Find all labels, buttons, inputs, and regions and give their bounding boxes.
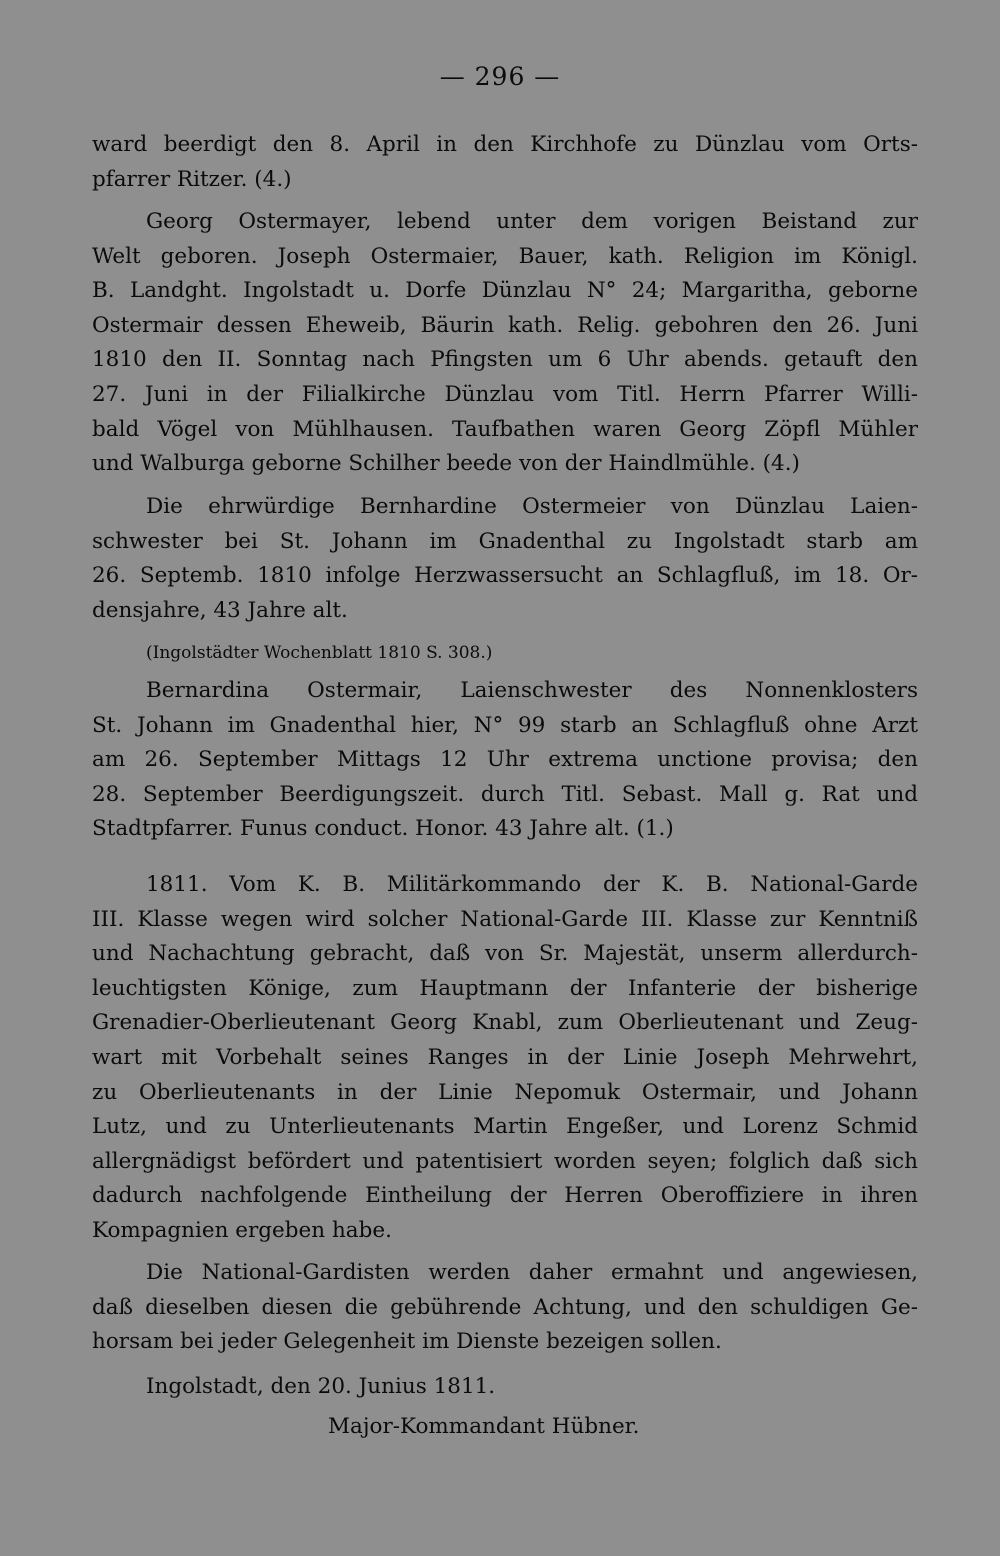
page-number: — 296 — xyxy=(439,62,561,91)
text-line: und Walburga geborne Schilher beede von der Haindlmühle. (4.) xyxy=(92,451,800,477)
text-line: Stadtpfarrer. Funus conduct. Honor. 43 Jahre alt. (1.) xyxy=(92,816,674,842)
text-line: 26. Septemb. 1810 infolge Herzwassersucht an Schlagfluß, im 18. Or- xyxy=(92,563,918,589)
text-line: 27. Juni in der Filialkirche Dünzlau vom Titl. Herrn Pfarrer Willi- xyxy=(92,381,918,407)
text-line: Ostermair dessen Eheweib, Bäurin kath. Relig. gebohren den 26. Juni xyxy=(92,312,918,338)
text-line: Lutz, und zu Unterlieutenants Martin Engeßer, und Lorenz Schmid xyxy=(92,1114,918,1140)
text-line: leuchtigsten Könige, zum Hauptmann der Infanterie der bisherige xyxy=(92,975,918,1001)
text-line: 28. September Beerdigungszeit. durch Titl. Sebast. Mall g. Rat und xyxy=(92,781,918,807)
text-line: ward beerdigt den 8. April in den Kirchhofe zu Dünzlau vom Orts- xyxy=(92,132,918,157)
text-line: 1810 den II. Sonntag nach Pfingsten um 6 Uhr abends. getauft den xyxy=(92,347,918,373)
text-line: Welt geboren. Joseph Ostermaier, Bauer, kath. Religion im Königl. xyxy=(92,243,918,269)
paragraph-bernhardine-ostermeier xyxy=(92,490,918,628)
text-line: Kompagnien ergeben habe. xyxy=(92,1217,392,1243)
paragraph-georg-ostermayer xyxy=(92,205,918,482)
text-line: Major-Kommandant Hübner. xyxy=(328,1414,640,1439)
text-line: Bernardina Ostermair, Laienschwester des Nonnenklosters xyxy=(146,678,918,703)
text-line: Ingolstadt, den 20. Junius 1811. xyxy=(146,1374,496,1399)
text-line: daß dieselben diesen die gebührende Achtung, und den schuldigen Ge- xyxy=(92,1294,918,1320)
text-line: pfarrer Ritzer. (4.) xyxy=(92,166,292,192)
text-line: Die ehrwürdige Bernhardine Ostermeier von Dünzlau Laien- xyxy=(146,494,918,519)
paragraph-bernardina-ostermair xyxy=(92,674,918,847)
text-line: St. Johann im Gnadenthal hier, N° 99 starb an Schlagfluß ohne Arzt xyxy=(92,712,918,738)
text-line: wart mit Vorbehalt seines Ranges in der Linie Joseph Mehrwehrt, xyxy=(92,1044,918,1070)
text-line: Grenadier-Oberlieutenant Georg Knabl, zum Oberlieutenant und Zeug- xyxy=(92,1010,918,1036)
text-line: Die National-Gardisten werden daher ermahnt und angewiesen, xyxy=(146,1260,918,1285)
date-line xyxy=(92,1370,918,1405)
text-line: 1811. Vom K. B. Militärkommando der K. B. National-Garde xyxy=(146,872,918,897)
source-note xyxy=(92,636,918,671)
text-line: bald Vögel von Mühlhausen. Taufbathen waren Georg Zöpfl Mühler xyxy=(92,416,918,442)
text-line: schwester bei St. Johann im Gnadenthal zu Ingolstadt starb am xyxy=(92,528,918,554)
text-line: zu Oberlieutenants in der Linie Nepomuk Ostermair, und Johann xyxy=(92,1079,918,1105)
text-line: und Nachachtung gebracht, daß von Sr. Majestät, unserm allerdurch- xyxy=(92,941,918,967)
text-line: horsam bei jeder Gelegenheit im Dienste bezeigen sollen. xyxy=(92,1329,722,1355)
paragraph-year-1811 xyxy=(92,868,918,1249)
paragraph-national-gardisten xyxy=(92,1256,918,1360)
text-line: III. Klasse wegen wird solcher National-Garde III. Klasse zur Kenntniß xyxy=(92,906,918,932)
text-line: densjahre, 43 Jahre alt. xyxy=(92,597,348,623)
text-line: B. Landght. Ingolstadt u. Dorfe Dünzlau N° 24; Margaritha, geborne xyxy=(92,278,918,304)
paragraph-burial-note xyxy=(92,128,918,197)
text-line: (Ingolstädter Wochenblatt 1810 S. 308.) xyxy=(146,643,493,663)
text-line: allergnädigst befördert und patentisiert worden seyen; folglich daß sich xyxy=(92,1148,918,1174)
signature xyxy=(92,1410,918,1445)
text-line: Georg Ostermayer, lebend unter dem vorigen Beistand zur xyxy=(146,209,918,234)
text-line: dadurch nachfolgende Eintheilung der Herren Oberoffiziere in ihren xyxy=(92,1183,918,1209)
text-line: am 26. September Mittags 12 Uhr extrema unctione provisa; den xyxy=(92,747,918,773)
